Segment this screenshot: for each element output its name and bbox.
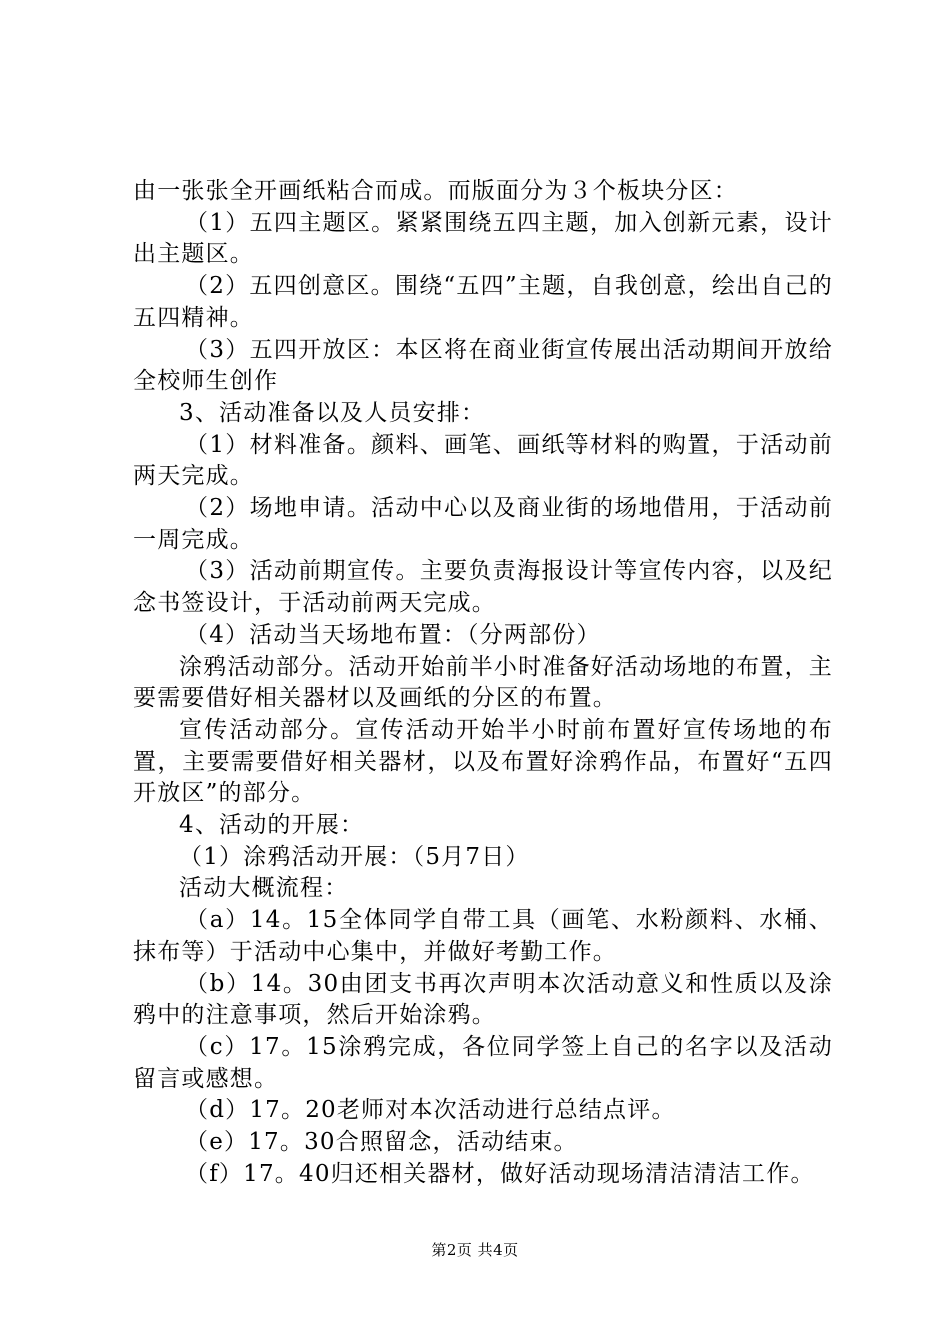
paragraph: 由一张张全开画纸粘合而成。而版面分为３个板块分区： (133, 178, 738, 204)
paragraph: （1）材料准备。颜料、画笔、画纸等材料的购置，于活动前两天完成。 (133, 431, 833, 490)
paragraph: 活动大概流程： (179, 875, 349, 902)
paragraph: 宣传活动部分。宣传活动开始半小时前布置好宣传场地的布置，主要需要借好相关器材，以及布置好涂鸦作品，布置好“五四开放区”的部分。 (133, 716, 833, 807)
document-body (133, 176, 833, 1191)
section-heading: 3、活动准备以及人员安排： (179, 399, 486, 426)
list-item: （d）17。20老师对本次活动进行总结点评。 (185, 1097, 676, 1124)
list-item: （a）14。15全体同学自带工具（画笔、水粉颜料、水桶、抹布等）于活动中心集中，并做好考勤工作。 (133, 907, 833, 965)
paragraph: （2）五四创意区。围绕“五四”主题，自我创意，绘出自己的五四精神。 (133, 273, 833, 331)
paragraph: （3）活动前期宣传。主要负责海报设计等宣传内容，以及纪念书签设计，于活动前两天完成。 (133, 558, 833, 617)
paragraph: （1）涂鸦活动开展：（5月7日） (179, 843, 530, 870)
paragraph: （3）五四开放区：本区将在商业街宣传展出活动期间开放给全校师生创作 (133, 336, 833, 395)
page-footer (0, 1240, 950, 1260)
list-item: （c）17。15涂鸦完成，各位同学签上自己的名字以及活动留言或感想。 (133, 1033, 833, 1092)
list-item: （e）17。30合照留念，活动结束。 (185, 1129, 578, 1156)
paragraph: （2）场地申请。活动中心以及商业街的场地借用，于活动前一周完成。 (133, 495, 833, 553)
section-heading: 4、活动的开展： (179, 812, 365, 839)
list-item: （b）14。30由团支书再次声明本次活动意义和性质以及涂鸦中的注意事项，然后开始涂鸦。 (133, 970, 833, 1029)
paragraph: 涂鸦活动部分。活动开始前半小时准备好活动场地的布置，主要需要借好相关器材以及画纸的分区的布置。 (133, 653, 833, 712)
paragraph: （4）活动当天场地布置：（分两部份） (185, 621, 601, 648)
list-item: （f）17。40归还相关器材，做好活动现场清洁清洁工作。 (185, 1160, 815, 1187)
page-number-label: 第2页 共4页 (431, 1241, 519, 1259)
paragraph: （1）五四主题区。紧紧围绕五四主题，加入创新元素，设计出主题区。 (133, 209, 833, 268)
